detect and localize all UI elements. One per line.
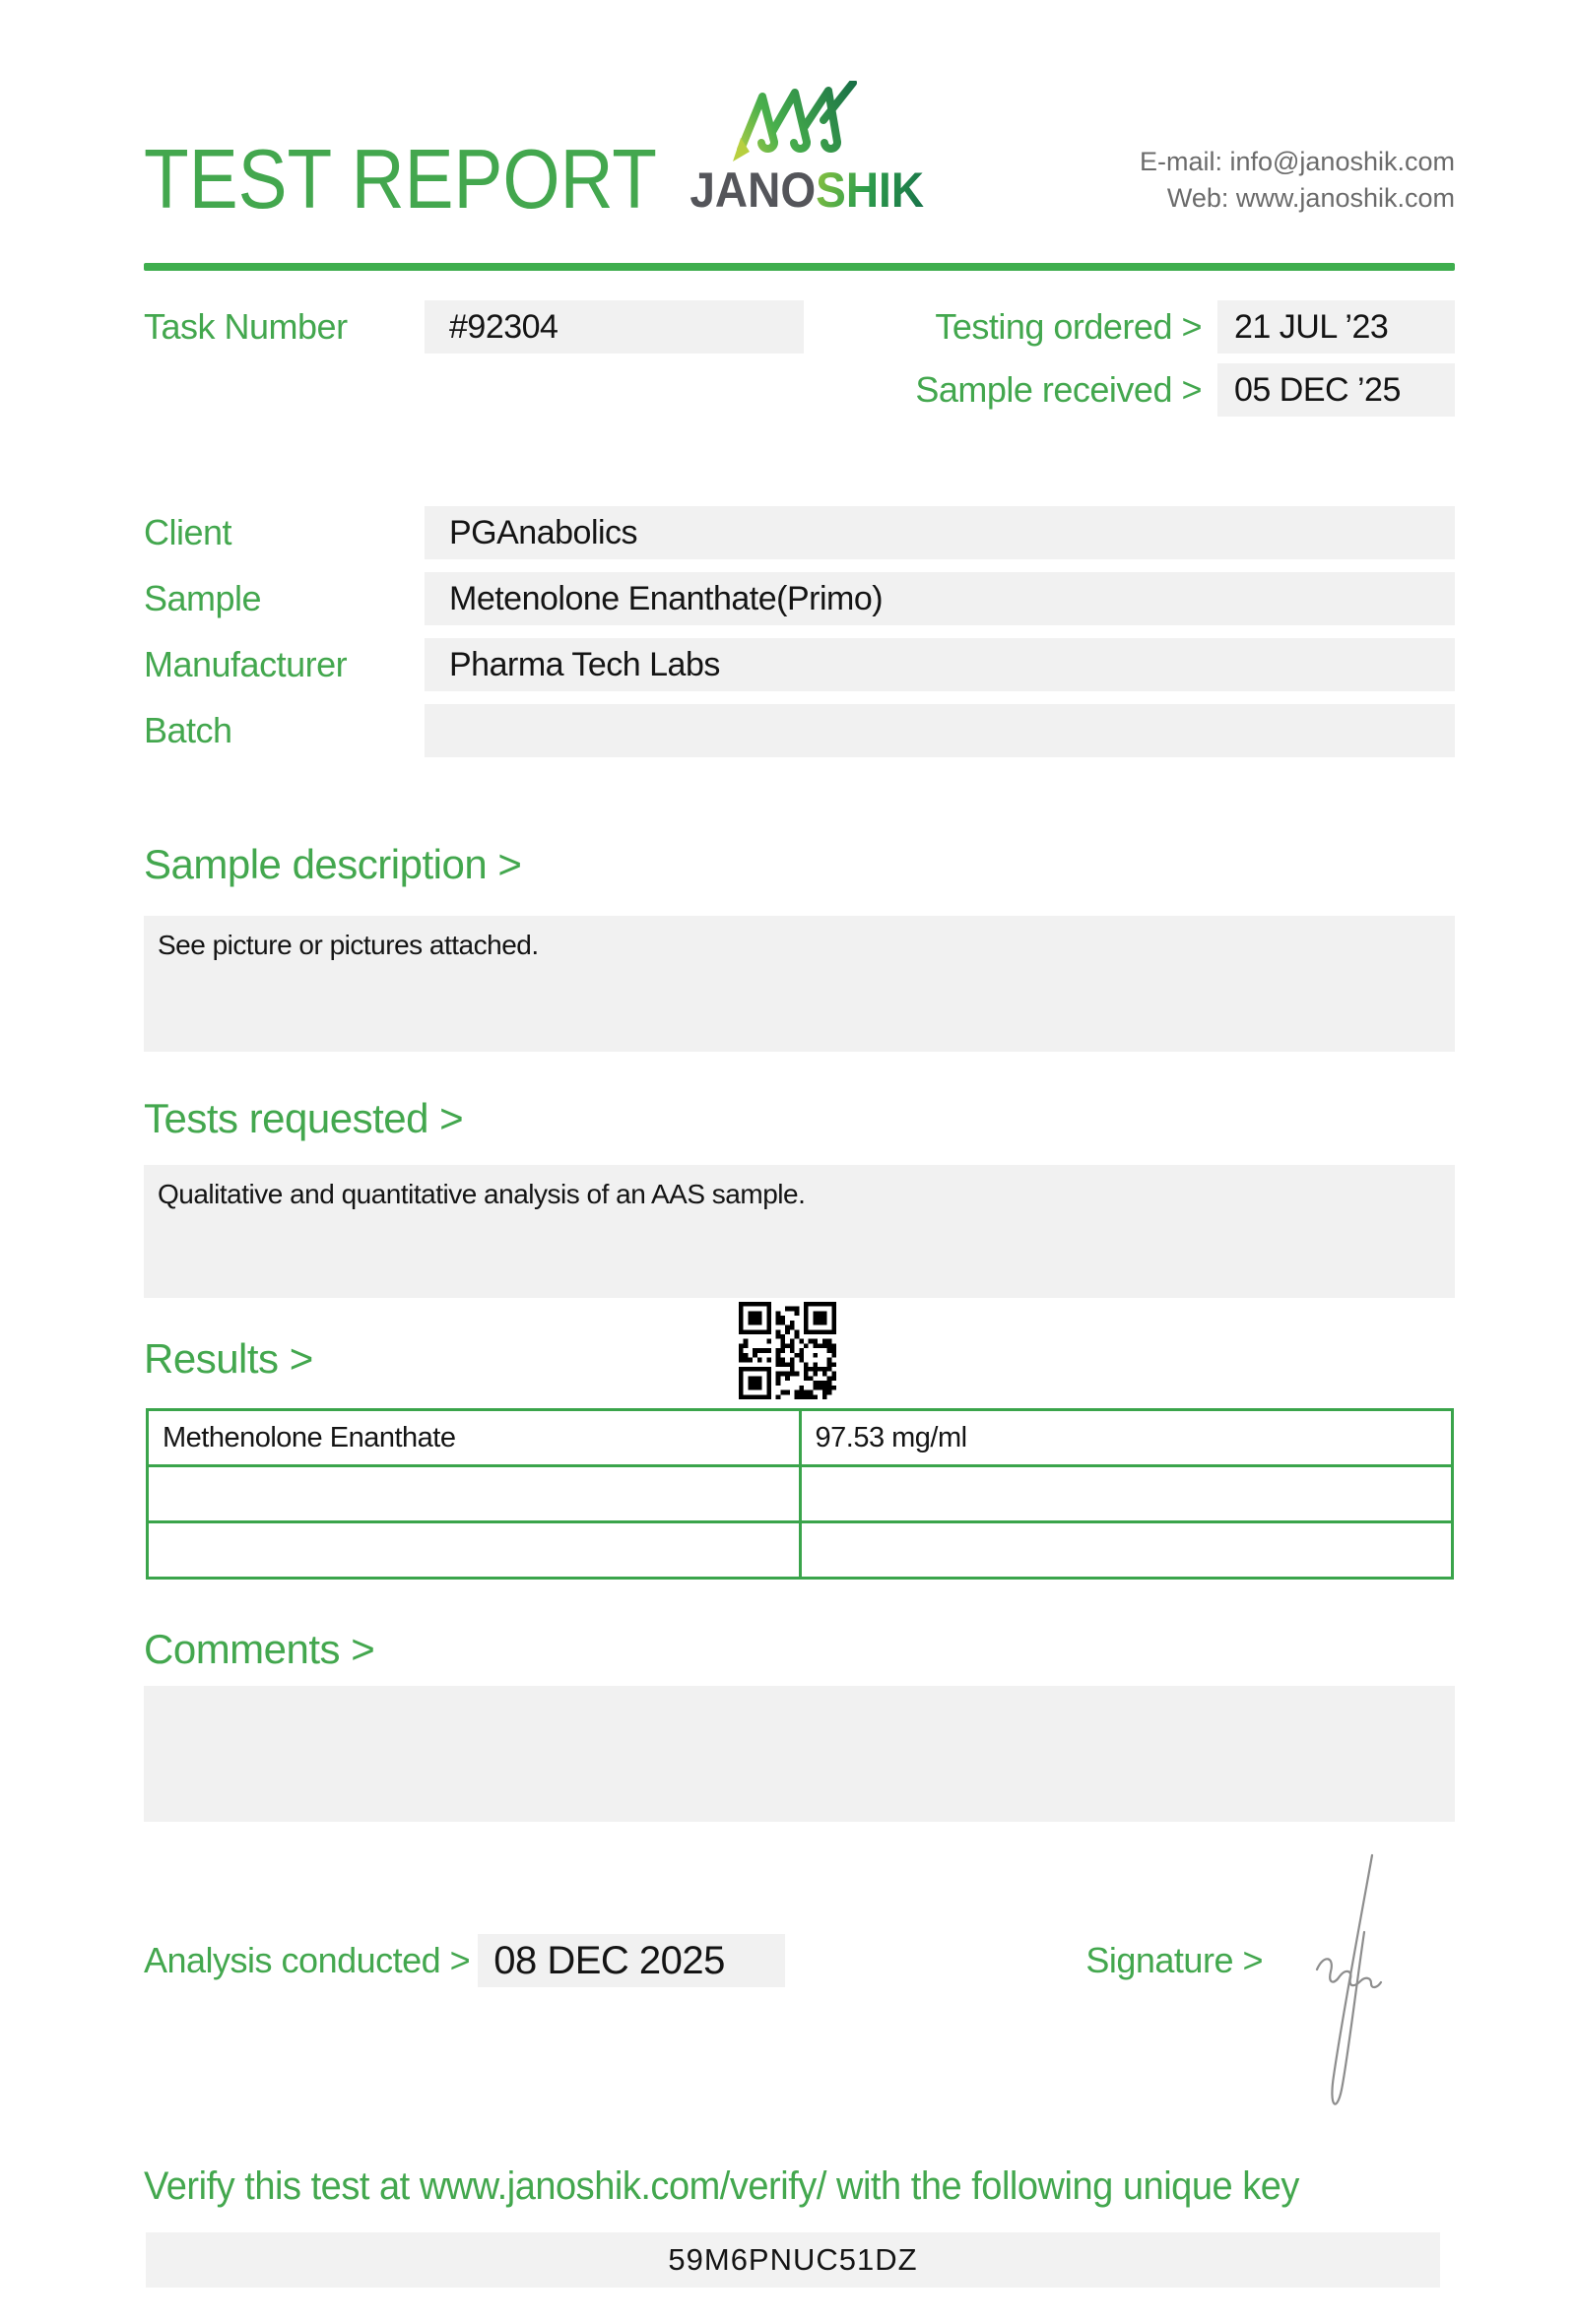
table-row bbox=[148, 1410, 1453, 1466]
qr-code bbox=[739, 1302, 836, 1399]
janoshik-logo bbox=[680, 81, 925, 218]
manufacturer-value: Pharma Tech Labs bbox=[425, 638, 1455, 691]
comments-heading: Comments > bbox=[144, 1626, 375, 1672]
sample-description-box: See picture or pictures attached. bbox=[144, 916, 1455, 1052]
client-value: PGAnabolics bbox=[425, 506, 1455, 559]
table-row bbox=[148, 1522, 1453, 1579]
header-divider bbox=[144, 263, 1455, 271]
signature-label: Signature > bbox=[1085, 1940, 1263, 1980]
result-value: 97.53 mg/ml bbox=[800, 1410, 1453, 1466]
tests-requested-heading: Tests requested > bbox=[144, 1095, 464, 1141]
task-number-value: #92304 bbox=[425, 300, 804, 354]
analysis-conducted-label: Analysis conducted > bbox=[144, 1940, 471, 1980]
meta-section bbox=[144, 300, 1455, 417]
contact-web: Web: www.janoshik.com bbox=[1166, 183, 1455, 213]
result-analyte bbox=[148, 1466, 801, 1522]
page-title: TEST REPORT bbox=[144, 133, 657, 227]
logo-wordmark bbox=[690, 162, 925, 218]
task-number-label: Task Number bbox=[144, 306, 348, 347]
task-number-row bbox=[144, 300, 804, 354]
testing-ordered-value: 21 JUL ’23 bbox=[1217, 300, 1455, 354]
contact-email: E-mail: info@janoshik.com bbox=[1139, 147, 1455, 176]
sample-label: Sample bbox=[144, 578, 262, 618]
results-table bbox=[146, 1408, 1454, 1580]
table-row bbox=[148, 1466, 1453, 1522]
footer-row bbox=[144, 1934, 1455, 1987]
manufacturer-label: Manufacturer bbox=[144, 644, 348, 684]
result-value bbox=[800, 1522, 1453, 1579]
sample-description-heading: Sample description > bbox=[144, 841, 522, 887]
comments-box bbox=[144, 1686, 1455, 1822]
sample-received-label: Sample received > bbox=[915, 369, 1202, 410]
verify-text: Verify this test at www.janoshik.com/verify/ with the following unique key bbox=[144, 2164, 1299, 2208]
batch-label: Batch bbox=[144, 710, 232, 750]
dates-group bbox=[915, 300, 1455, 417]
sample-received-value: 05 DEC ’25 bbox=[1217, 363, 1455, 417]
tests-requested-box: Qualitative and quantitative analysis of an AAS sample. bbox=[144, 1165, 1455, 1298]
client-label: Client bbox=[144, 512, 232, 552]
signature-handwriting bbox=[1274, 1849, 1441, 2135]
details-section bbox=[144, 506, 1455, 757]
analysis-date-value: 08 DEC 2025 bbox=[478, 1934, 785, 1987]
sample-value: Metenolone Enanthate(Primo) bbox=[425, 572, 1455, 625]
logo-text-shik: SHIK bbox=[816, 162, 925, 218]
result-analyte bbox=[148, 1522, 801, 1579]
chart-up-icon bbox=[733, 81, 863, 163]
batch-value bbox=[425, 704, 1455, 757]
contact-info bbox=[1140, 144, 1455, 221]
unique-key-value: 59M6PNUC51DZ bbox=[146, 2232, 1440, 2288]
results-heading: Results > bbox=[144, 1335, 313, 1382]
result-analyte: Methenolone Enanthate bbox=[148, 1410, 801, 1466]
testing-ordered-label: Testing ordered > bbox=[935, 306, 1202, 347]
report-header bbox=[144, 75, 1455, 227]
logo-text-jano: JANO bbox=[690, 162, 817, 218]
result-value bbox=[800, 1466, 1453, 1522]
